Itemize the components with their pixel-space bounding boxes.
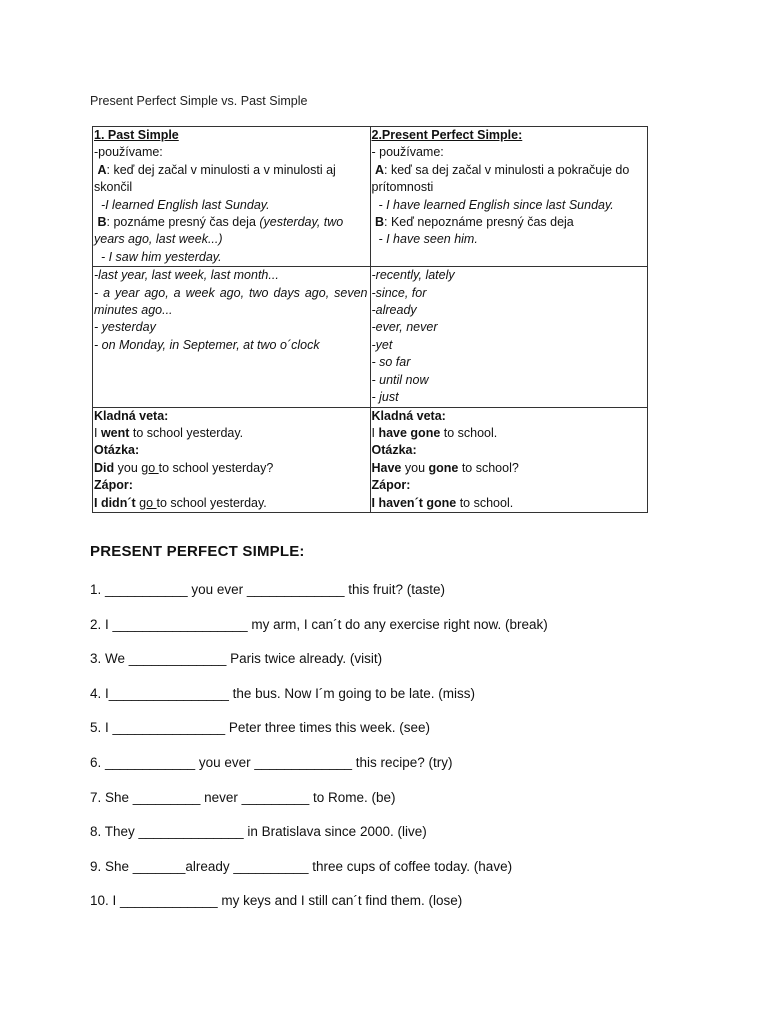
affirmative-label: Kladná veta:	[371, 408, 446, 423]
signal-word: -already	[371, 303, 417, 318]
question-label: Otázka:	[371, 443, 417, 458]
exercise-item: 5. I _______________ Peter three times this week. (see)	[90, 720, 430, 736]
exercise-item: 10. I _____________ my keys and I still can´t find them. (lose)	[90, 893, 463, 909]
exercise-list	[90, 582, 548, 928]
exercise-item: 7. She _________ never _________ to Rome. (be)	[90, 789, 396, 805]
question-sentence: Did you go to school yesterday?	[94, 460, 274, 475]
table-row	[93, 267, 648, 407]
exercise-item: 9. She _______already __________ three cups of coffee today. (have)	[90, 858, 513, 874]
present-perfect-usage-cell	[370, 127, 648, 267]
affirmative-sentence: I went to school yesterday.	[94, 425, 244, 440]
past-simple-examples	[93, 407, 371, 512]
present-perfect-signal-words	[370, 267, 648, 407]
signal-word: -yet	[371, 337, 393, 352]
past-simple-heading: 1. Past Simple	[94, 128, 179, 142]
affirmative-sentence: I have gone to school.	[371, 425, 498, 440]
negative-label: Zápor:	[371, 478, 411, 493]
table-row	[93, 127, 648, 267]
present-perfect-examples	[370, 407, 648, 512]
example-sentence: -I learned English last Sunday.	[100, 197, 270, 212]
exercise-item: 3. We _____________ Paris twice already. (visit)	[90, 651, 383, 667]
signal-word: - until now	[371, 372, 429, 387]
exercise-item: 6. ____________ you ever _____________ this recipe? (try)	[90, 754, 453, 770]
signal-word: -since, for	[371, 285, 427, 300]
exercise-item: 4. I________________ the bus. Now I´m going to be late. (miss)	[90, 685, 475, 701]
question-label: Otázka:	[94, 443, 140, 458]
signal-word: - a year ago, a week ago, two days ago, seven minutes ago...	[94, 285, 368, 318]
signal-word: - yesterday	[94, 320, 156, 335]
usage-a: A: keď sa dej začal v minulosti a pokračuje do prítomnosti	[371, 162, 630, 195]
usage-label: - používame:	[371, 145, 444, 160]
page-title: Present Perfect Simple vs. Past Simple	[90, 94, 308, 108]
table-row	[93, 407, 648, 512]
signal-word: - just	[371, 390, 399, 405]
exercise-item: 8. They ______________ in Bratislava since 2000. (live)	[90, 824, 427, 840]
example-sentence: - I have seen him.	[378, 232, 478, 247]
signal-word: -recently, lately	[371, 268, 455, 283]
section-heading: PRESENT PERFECT SIMPLE:	[90, 543, 305, 560]
question-sentence: Have you gone to school?	[371, 460, 519, 475]
usage-b: B: poznáme presný čas deja (yesterday, two years ago, last week...)	[94, 215, 344, 247]
signal-word: -last year, last week, last month...	[94, 268, 279, 283]
grammar-table	[92, 126, 648, 513]
example-sentence: - I have learned English since last Sunday.	[378, 197, 614, 212]
usage-a: A: keď dej začal v minulosti a v minulosti aj skončil	[94, 162, 336, 195]
negative-sentence: I haven´t gone to school.	[371, 495, 514, 510]
negative-sentence: I didn´t go to school yesterday.	[94, 495, 267, 510]
negative-label: Zápor:	[94, 478, 133, 493]
exercise-item: 2. I __________________ my arm, I can´t do any exercise right now. (break)	[90, 616, 548, 632]
example-sentence: - I saw him yesterday.	[100, 249, 222, 264]
usage-label: -používame:	[94, 145, 163, 160]
signal-word: - so far	[371, 355, 411, 370]
usage-b: B: Keď nepoznáme presný čas deja	[374, 215, 574, 230]
present-perfect-heading: 2.Present Perfect Simple:	[371, 128, 523, 142]
signal-word: - on Monday, in Septemer, at two o´clock	[94, 337, 320, 352]
signal-word: -ever, never	[371, 320, 438, 335]
exercise-item: 1. ___________ you ever _____________ this fruit? (taste)	[90, 582, 446, 597]
affirmative-label: Kladná veta:	[94, 408, 169, 423]
past-simple-signal-words	[93, 267, 371, 407]
past-simple-usage-cell	[93, 127, 371, 267]
